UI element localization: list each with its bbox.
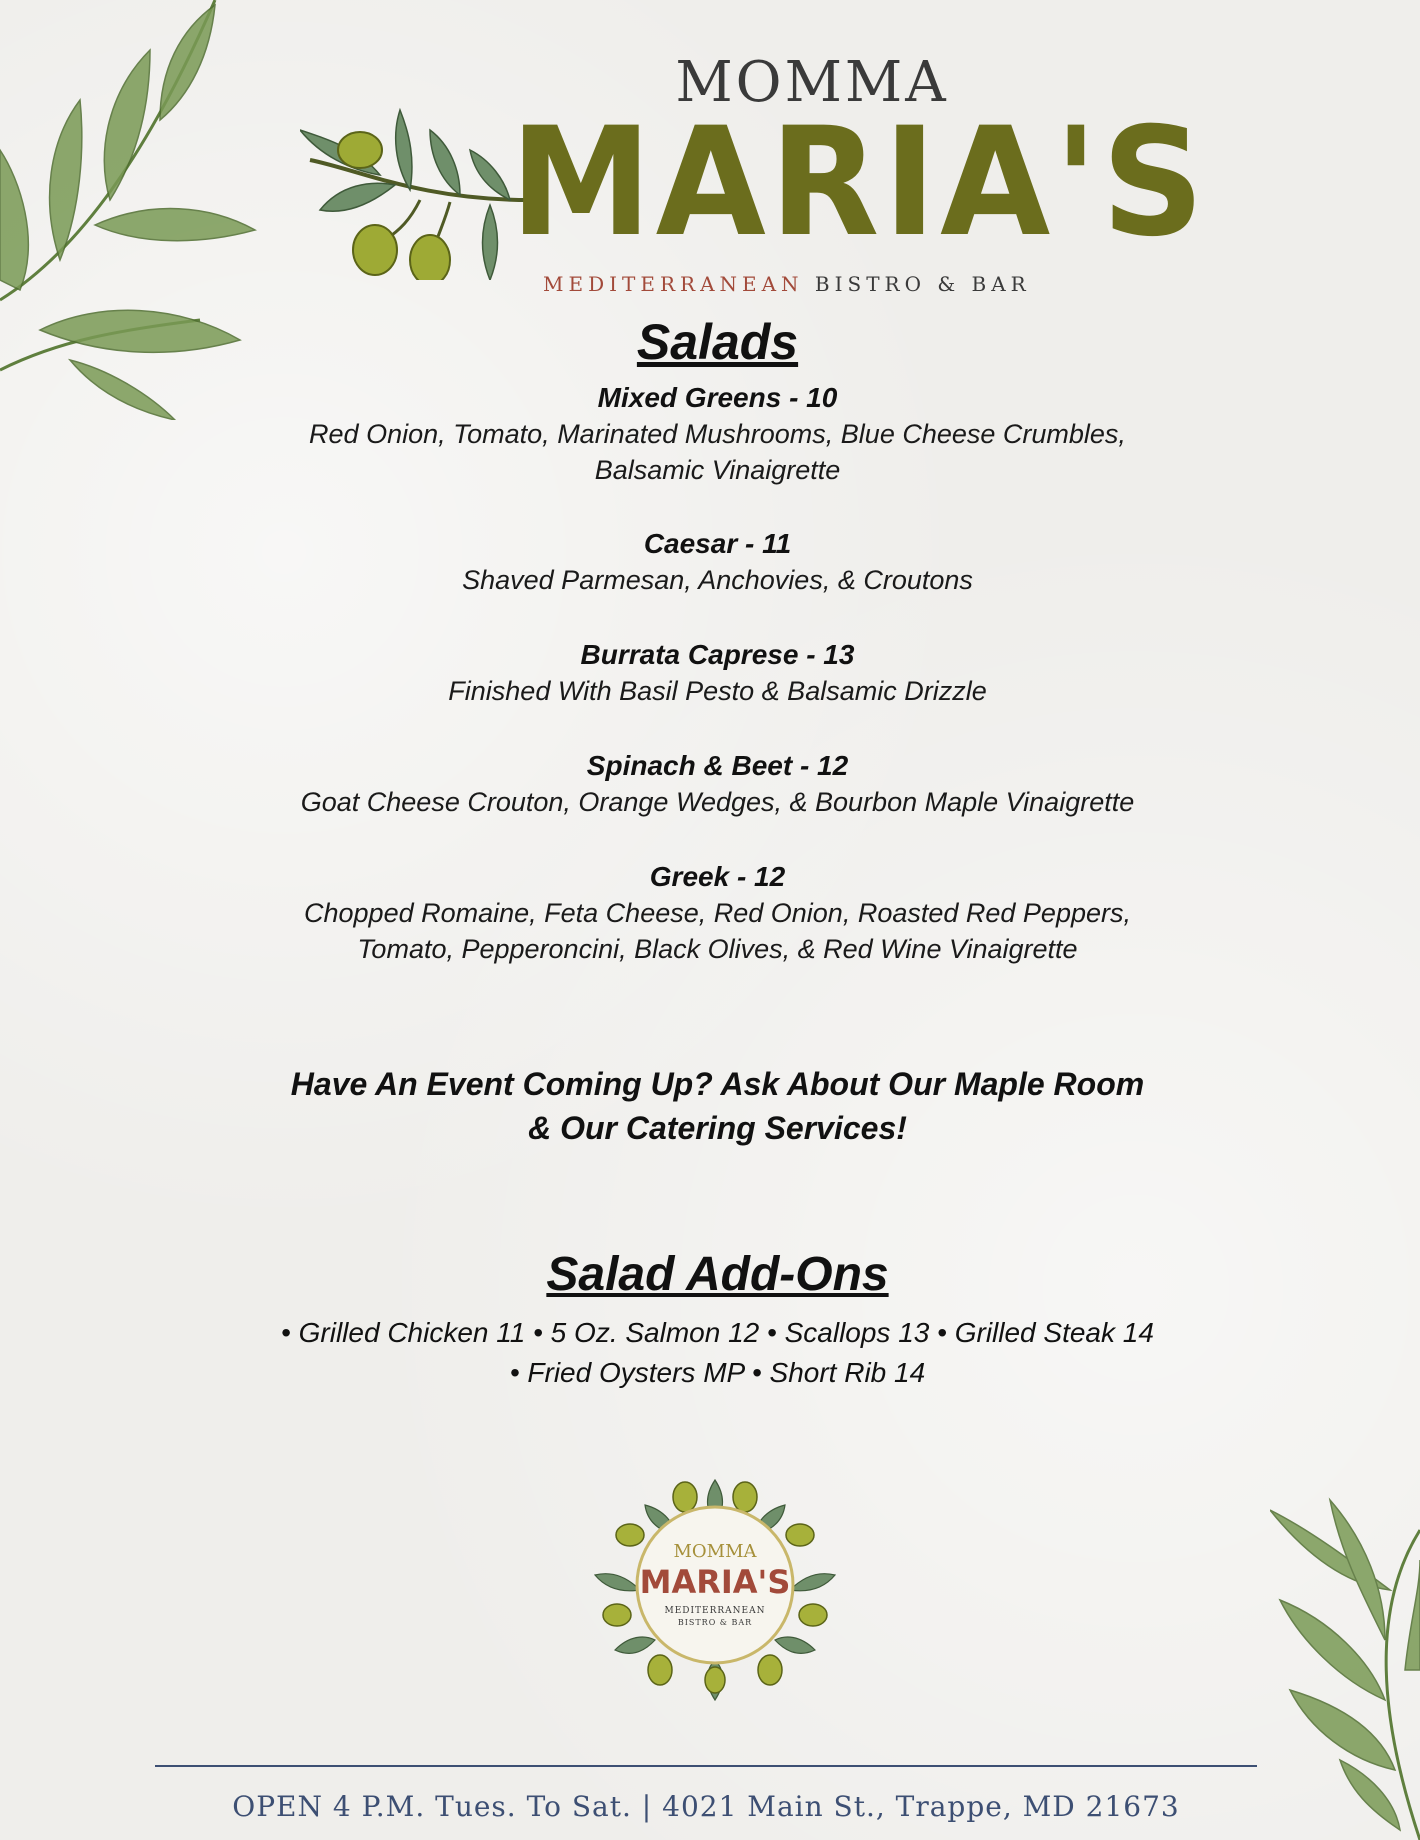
menu-item [200, 526, 1235, 598]
menu-item [200, 380, 1235, 488]
menu-item-name: Burrata Caprese - 13 [580, 639, 855, 670]
emblem-momma: MOMMA [673, 1541, 757, 1562]
logo-tag-bistro: BISTRO & BAR [814, 272, 1031, 296]
menu-item-desc: Chopped Romaine, Feta Cheese, Red Onion, Roasted Red Peppers, [304, 898, 1131, 928]
footer-divider [155, 1765, 1257, 1767]
salads-section [200, 312, 1235, 967]
emblem-tag1: MEDITERRANEAN [664, 1606, 766, 1616]
addons-section [200, 1245, 1235, 1393]
menu-item-name: Caesar - 11 [643, 528, 792, 559]
emblem-marias: MARIA'S [639, 1563, 791, 1601]
olive-wreath-emblem [585, 1475, 845, 1705]
menu-item-name: Greek - 12 [649, 861, 786, 892]
logo-tagline [543, 272, 1143, 296]
menu-item [200, 859, 1235, 967]
menu-item [200, 748, 1235, 820]
olive-branch-logo-icon [300, 90, 530, 280]
promo-line: Have An Event Coming Up? Ask About Our Maple Room [290, 1066, 1145, 1102]
menu-item-desc: Shaved Parmesan, Anchovies, & Croutons [462, 565, 973, 595]
menu-item-desc: Balsamic Vinaigrette [594, 455, 841, 485]
addons-line: • Grilled Chicken 11 • 5 Oz. Salmon 12 • Scallops 13 • Grilled Steak 14 [281, 1317, 1154, 1348]
footer-info: OPEN 4 P.M. Tues. To Sat. | 4021 Main St., Trappe, MD 21673 [232, 1790, 1180, 1823]
emblem-tag2: BISTRO & BAR [677, 1618, 753, 1627]
event-promo [200, 1062, 1235, 1150]
menu-item-desc: Red Onion, Tomato, Marinated Mushrooms, Blue Cheese Crumbles, [309, 419, 1126, 449]
logo-marias: MARIA'S [510, 96, 1208, 270]
menu-item-desc: Finished With Basil Pesto & Balsamic Drizzle [448, 676, 987, 706]
salads-title: Salads [636, 314, 799, 370]
promo-line: & Our Catering Services! [528, 1110, 907, 1146]
menu-item-name: Spinach & Beet - 12 [586, 750, 849, 781]
addons-line: • Fried Oysters MP • Short Rib 14 [509, 1357, 926, 1388]
menu-item [200, 637, 1235, 709]
logo-momma: MOMMA [675, 50, 949, 115]
addons-title: Salad Add-Ons [546, 1248, 889, 1301]
menu-item-desc: Goat Cheese Crouton, Orange Wedges, & Bourbon Maple Vinaigrette [300, 787, 1135, 817]
menu-item-desc: Tomato, Pepperoncini, Black Olives, & Red Wine Vinaigrette [357, 934, 1078, 964]
menu-item-name: Mixed Greens - 10 [597, 382, 838, 413]
brand-logo [300, 50, 1208, 300]
olive-branch-bottom-right-icon [1270, 1470, 1420, 1840]
logo-tag-mediterranean: MEDITERRANEAN [543, 272, 804, 296]
